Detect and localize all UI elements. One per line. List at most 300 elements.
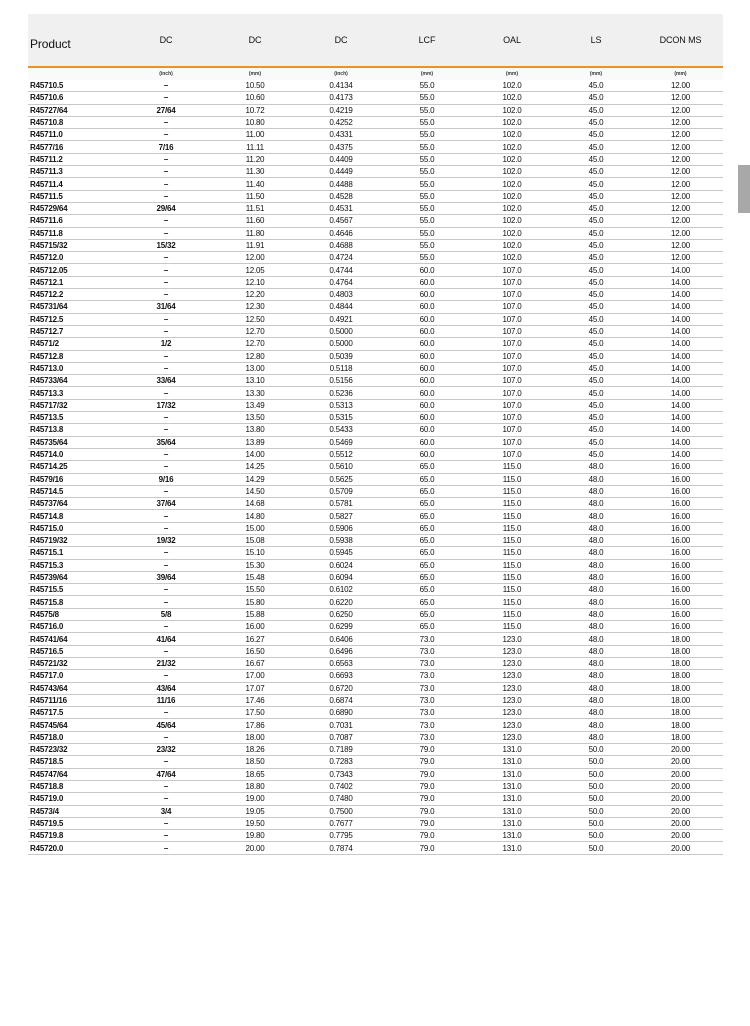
table-cell: – (163, 93, 169, 103)
product-code: R45711/16 (30, 695, 67, 705)
table-cell: 45.0 (588, 277, 604, 287)
table-cell: 0.7402 (329, 782, 353, 792)
table-cell: 20.00 (670, 843, 691, 853)
table-cell: 48.0 (588, 585, 604, 595)
table-cell: 65.0 (419, 548, 435, 558)
table-cell: 50.0 (588, 843, 604, 853)
table-cell: 73.0 (419, 732, 435, 742)
table-cell: 0.7189 (329, 745, 353, 755)
table-cell: – (163, 290, 169, 300)
product-code: R45715.0 (30, 523, 64, 533)
table-cell: 55.0 (419, 142, 435, 152)
table-cell: 79.0 (419, 769, 435, 779)
table-cell: 0.6496 (329, 646, 353, 656)
table-row (28, 486, 723, 498)
table-cell: 16.27 (245, 634, 265, 644)
product-code: R45711.4 (30, 179, 63, 189)
table-row (28, 191, 723, 203)
table-cell: 0.5469 (329, 437, 353, 447)
table-cell: 79.0 (419, 806, 435, 816)
table-row (28, 178, 723, 190)
table-row (28, 584, 723, 596)
table-cell: 14.00 (670, 376, 691, 386)
table-cell: 0.6220 (329, 597, 353, 607)
table-cell: 18.65 (245, 769, 265, 779)
table-row (28, 301, 723, 313)
table-cell: 14.00 (670, 351, 691, 361)
table-cell: 107.0 (502, 388, 522, 398)
table-row (28, 523, 723, 535)
table-cell: 73.0 (419, 695, 435, 705)
table-row (28, 215, 723, 227)
table-cell: 31/64 (156, 302, 176, 312)
table-row (28, 793, 723, 805)
table-cell: – (163, 130, 169, 140)
table-cell: 45.0 (588, 425, 604, 435)
table-cell: 20.00 (670, 745, 691, 755)
table-cell: 45.0 (588, 450, 604, 460)
table-cell: 107.0 (502, 339, 522, 349)
table-cell: 16.67 (245, 659, 265, 669)
table-cell: 20.00 (245, 843, 265, 853)
table-cell: 16.00 (670, 474, 691, 484)
column-unit: (inch) (159, 71, 173, 77)
table-cell: – (163, 388, 169, 398)
table-cell: 48.0 (588, 560, 604, 570)
table-cell: 19/32 (156, 536, 176, 546)
table-cell: 14.00 (670, 277, 691, 287)
table-cell: 131.0 (502, 782, 522, 792)
table-cell: 14.00 (245, 450, 265, 460)
table-cell: 20.00 (670, 806, 691, 816)
product-code: R45715.5 (30, 585, 64, 595)
table-cell: 15.30 (245, 560, 265, 570)
table-cell: 0.5827 (329, 511, 353, 521)
table-cell: – (163, 154, 169, 164)
table-cell: 0.4764 (329, 277, 353, 287)
table-cell: 0.4331 (329, 130, 353, 140)
table-cell: – (163, 732, 169, 742)
table-cell: 14.00 (670, 425, 691, 435)
table-cell: 50.0 (588, 806, 604, 816)
table-cell: 41/64 (156, 634, 176, 644)
table-row (28, 289, 723, 301)
table-cell: 65.0 (419, 585, 435, 595)
table-cell: 0.5000 (329, 339, 353, 349)
table-cell: 14.00 (670, 413, 691, 423)
table-cell: 102.0 (502, 142, 522, 152)
table-cell: 131.0 (502, 843, 522, 853)
table-cell: – (163, 548, 169, 558)
table-cell: 16.00 (670, 523, 691, 533)
table-row (28, 240, 723, 252)
table-cell: 14.00 (670, 265, 691, 275)
table-cell: 15.08 (245, 536, 265, 546)
table-row (28, 621, 723, 633)
table-cell: 11.80 (245, 228, 265, 238)
table-cell: 48.0 (588, 523, 604, 533)
table-row (28, 449, 723, 461)
table-cell: 50.0 (588, 769, 604, 779)
table-cell: 16.00 (670, 597, 691, 607)
table-cell: 60.0 (419, 363, 435, 373)
table-cell: 12.05 (245, 265, 265, 275)
table-cell: 14.00 (670, 388, 691, 398)
table-cell: 12.00 (245, 253, 265, 263)
table-cell: 0.6874 (329, 695, 353, 705)
table-cell: 12.80 (245, 351, 265, 361)
table-cell: 48.0 (588, 573, 604, 583)
product-code: R45717.5 (30, 708, 64, 718)
table-cell: 48.0 (588, 671, 604, 681)
table-cell: 0.7343 (329, 769, 353, 779)
table-row (28, 510, 723, 522)
table-row (28, 609, 723, 621)
table-cell: 14.00 (670, 327, 691, 337)
table-cell: 12.00 (670, 81, 691, 91)
table-cell: 0.5039 (329, 351, 353, 361)
table-cell: 0.5156 (329, 376, 353, 386)
table-cell: 16.00 (670, 536, 691, 546)
table-cell: 12.00 (670, 167, 691, 177)
table-cell: 12.00 (670, 105, 691, 115)
table-cell: 0.4531 (329, 204, 353, 214)
table-cell: 11.60 (245, 216, 265, 226)
table-cell: 18.00 (670, 659, 691, 669)
product-code: R45715.1 (30, 548, 64, 558)
table-cell: 18.00 (670, 634, 691, 644)
table-cell: 45.0 (588, 290, 604, 300)
table-cell: 0.5512 (329, 450, 353, 460)
table-cell: 1/2 (160, 339, 172, 349)
table-cell: 11.50 (245, 191, 265, 201)
table-cell: – (163, 179, 169, 189)
table-row (28, 842, 723, 854)
table-cell: 65.0 (419, 573, 435, 583)
table-cell: 17.07 (245, 683, 265, 693)
table-cell: 12.00 (670, 179, 691, 189)
table-cell: – (163, 818, 169, 828)
table-cell: 0.7283 (329, 757, 353, 767)
table-cell: 50.0 (588, 818, 604, 828)
table-row (28, 363, 723, 375)
table-row (28, 92, 723, 104)
table-row (28, 129, 723, 141)
table-cell: 48.0 (588, 548, 604, 558)
product-code: R45714.0 (30, 450, 64, 460)
table-row (28, 228, 723, 240)
table-cell: 107.0 (502, 290, 522, 300)
table-row (28, 560, 723, 572)
table-row (28, 670, 723, 682)
table-cell: 48.0 (588, 732, 604, 742)
table-cell: 0.5118 (329, 363, 353, 373)
table-cell: 115.0 (502, 548, 522, 558)
column-header: LS (590, 35, 602, 45)
table-cell: 107.0 (502, 327, 522, 337)
product-code: R45712.1 (30, 277, 64, 287)
table-cell: 0.4688 (329, 241, 353, 250)
product-code: R45716.0 (30, 622, 64, 632)
product-code: R45720.0 (30, 843, 64, 853)
table-cell: 12.00 (670, 93, 691, 103)
table-cell: 12.70 (245, 339, 265, 349)
table-cell: 13.80 (245, 425, 265, 435)
column-header: DCON MS (659, 35, 702, 45)
table-cell: 45.0 (588, 241, 604, 250)
table-cell: 123.0 (502, 720, 522, 730)
table-cell: 60.0 (419, 265, 435, 275)
table-cell: 0.4488 (329, 179, 353, 189)
table-cell: 0.6299 (329, 622, 353, 632)
table-row (28, 806, 723, 818)
table-cell: 102.0 (502, 241, 522, 250)
table-cell: 65.0 (419, 597, 435, 607)
table-cell: 65.0 (419, 499, 435, 509)
unit-row (28, 68, 723, 80)
table-cell: 10.72 (245, 105, 265, 115)
table-cell: 79.0 (419, 782, 435, 792)
table-row (28, 351, 723, 363)
table-cell: 0.6094 (329, 573, 353, 583)
table-cell: 45.0 (588, 154, 604, 164)
table-cell: 20.00 (670, 769, 691, 779)
product-code: R45718.5 (30, 757, 64, 767)
table-cell: 0.6406 (329, 634, 353, 644)
product-code: R45718.8 (30, 782, 64, 792)
table-cell: 48.0 (588, 597, 604, 607)
table-row (28, 646, 723, 658)
table-row (28, 277, 723, 289)
column-header: LCF (418, 35, 436, 45)
table-cell: 17.86 (245, 720, 265, 730)
table-cell: 0.4646 (329, 228, 353, 238)
table-cell: 0.5938 (329, 536, 353, 546)
table-row (28, 658, 723, 670)
table-cell: 79.0 (419, 745, 435, 755)
table-cell: – (163, 782, 169, 792)
table-cell: 0.7087 (329, 732, 353, 742)
table-cell: 102.0 (502, 105, 522, 115)
table-cell: 131.0 (502, 806, 522, 816)
table-cell: 48.0 (588, 474, 604, 484)
table-cell: 48.0 (588, 659, 604, 669)
table-cell: 60.0 (419, 351, 435, 361)
table-cell: 0.5906 (329, 523, 353, 533)
table-cell: 48.0 (588, 683, 604, 693)
table-cell: 0.6024 (329, 560, 353, 570)
table-row (28, 80, 723, 92)
table-cell: – (163, 277, 169, 287)
product-code: R45713.3 (30, 388, 64, 398)
table-cell: 48.0 (588, 536, 604, 546)
table-cell: 0.5625 (329, 474, 353, 484)
table-cell: 14.00 (670, 400, 691, 410)
product-code: R45739/64 (30, 573, 68, 583)
table-cell: 0.4528 (329, 191, 353, 201)
product-code: R45715.8 (30, 597, 64, 607)
product-code: R45747/64 (30, 769, 68, 779)
table-cell: 0.4173 (329, 93, 353, 103)
table-cell: – (163, 622, 169, 632)
table-cell: 11.91 (245, 241, 265, 250)
table-cell: 17.46 (245, 695, 265, 705)
table-cell: 123.0 (502, 708, 522, 718)
table-row (28, 474, 723, 486)
table-cell: 50.0 (588, 782, 604, 792)
column-header: OAL (503, 35, 521, 45)
table-cell: 39/64 (156, 573, 176, 583)
table-cell: 14.00 (670, 290, 691, 300)
product-code: R45737/64 (30, 499, 68, 509)
table-row (28, 314, 723, 326)
table-cell: 18.00 (670, 732, 691, 742)
product-code: R45712.2 (30, 290, 64, 300)
table-cell: 48.0 (588, 708, 604, 718)
table-cell: 123.0 (502, 683, 522, 693)
table-cell: 55.0 (419, 118, 435, 128)
table-row (28, 264, 723, 276)
table-cell: 11.11 (246, 142, 264, 152)
table-cell: – (163, 425, 169, 435)
table-cell: 37/64 (156, 499, 176, 509)
table-cell: 131.0 (502, 745, 522, 755)
table-row (28, 572, 723, 584)
table-cell: 115.0 (502, 585, 522, 595)
table-cell: 23/32 (156, 745, 176, 755)
product-code: R45714.25 (30, 462, 68, 472)
product-code: R4575/8 (30, 609, 59, 619)
table-cell: 15.80 (245, 597, 265, 607)
table-cell: 0.4567 (329, 216, 353, 226)
table-cell: 11.20 (245, 154, 265, 164)
product-code: R45711.3 (30, 167, 63, 177)
table-cell: 107.0 (502, 437, 522, 447)
table-cell: – (163, 757, 169, 767)
product-code: R45713.8 (30, 425, 64, 435)
table-cell: 115.0 (502, 560, 522, 570)
table-cell: 45.0 (588, 376, 604, 386)
table-cell: 10.60 (245, 93, 265, 103)
table-cell: 107.0 (502, 363, 522, 373)
table-cell: 11.51 (245, 204, 265, 214)
table-cell: 18.00 (670, 720, 691, 730)
product-code: R45710.5 (30, 81, 64, 91)
product-code: R45745/64 (30, 720, 68, 730)
table-cell: 102.0 (502, 228, 522, 238)
table-cell: 15.00 (245, 523, 265, 533)
table-cell: 20.00 (670, 782, 691, 792)
table-cell: 73.0 (419, 659, 435, 669)
table-cell: 0.7874 (329, 843, 353, 853)
table-cell: – (163, 462, 169, 472)
table-row (28, 719, 723, 731)
table-cell: 0.7500 (329, 806, 353, 816)
table-cell: 12.00 (670, 241, 691, 250)
table-row (28, 338, 723, 350)
table-cell: 102.0 (502, 118, 522, 128)
table-cell: 11.40 (245, 179, 265, 189)
table-cell: 27/64 (156, 105, 176, 115)
table-row (28, 375, 723, 387)
table-cell: 12.50 (245, 314, 265, 324)
product-code: R45733/64 (30, 376, 68, 386)
table-cell: 12.10 (245, 277, 265, 287)
table-cell: 16.00 (670, 609, 691, 619)
table-cell: 131.0 (502, 831, 522, 841)
table-cell: 16.00 (670, 622, 691, 632)
product-code: R45731/64 (30, 302, 68, 312)
table-cell: 0.5236 (329, 388, 353, 398)
product-code: R45721/32 (30, 659, 68, 669)
table-cell: 16.00 (245, 622, 265, 632)
product-code: R45712.8 (30, 351, 64, 361)
table-cell: 17.00 (245, 671, 265, 681)
table-row (28, 117, 723, 129)
table-cell: 18.26 (245, 745, 265, 755)
table-cell: 16.00 (670, 486, 691, 496)
table-cell: 45.0 (588, 191, 604, 201)
table-cell: 45.0 (588, 437, 604, 447)
table-cell: 0.6250 (329, 609, 353, 619)
table-cell: – (163, 118, 169, 128)
table-cell: 45.0 (588, 142, 604, 152)
product-code: R45711.6 (30, 216, 63, 226)
table-cell: 0.4219 (329, 105, 353, 115)
table-cell: 11.30 (245, 167, 265, 177)
table-cell: 0.4744 (329, 265, 353, 275)
table-cell: – (163, 560, 169, 570)
table-cell: 16.00 (670, 511, 691, 521)
table-row (28, 437, 723, 449)
page-edge-tab (738, 165, 750, 213)
table-cell: 73.0 (419, 683, 435, 693)
table-cell: – (163, 351, 169, 361)
product-code: R45729/64 (30, 204, 68, 214)
table-cell: 9/16 (158, 474, 174, 484)
table-cell: 0.5313 (329, 400, 353, 410)
table-cell: 45.0 (588, 93, 604, 103)
table-cell: 115.0 (502, 486, 522, 496)
table-cell: 11/16 (156, 695, 176, 705)
table-cell: 73.0 (419, 671, 435, 681)
table-cell: 45.0 (588, 351, 604, 361)
table-cell: 50.0 (588, 831, 604, 841)
table-cell: – (163, 671, 169, 681)
table-cell: 20.00 (670, 794, 691, 804)
product-code: R45717.0 (30, 671, 64, 681)
table-row (28, 400, 723, 412)
product-code: R45711.5 (30, 191, 63, 201)
table-cell: 45.0 (588, 179, 604, 189)
table-cell: – (163, 831, 169, 841)
table-cell: 14.68 (245, 499, 265, 509)
table-cell: 60.0 (419, 314, 435, 324)
table-cell: 102.0 (502, 130, 522, 140)
table-cell: 107.0 (502, 413, 522, 423)
table-cell: 33/64 (156, 376, 176, 386)
table-cell: 102.0 (502, 179, 522, 189)
table-cell: 45.0 (588, 265, 604, 275)
table-row (28, 732, 723, 744)
table-cell: 45.0 (588, 216, 604, 226)
table-cell: 48.0 (588, 634, 604, 644)
table-cell: 102.0 (502, 81, 522, 91)
table-cell: 102.0 (502, 191, 522, 201)
table-cell: 65.0 (419, 536, 435, 546)
table-row (28, 203, 723, 215)
table-row (28, 326, 723, 338)
